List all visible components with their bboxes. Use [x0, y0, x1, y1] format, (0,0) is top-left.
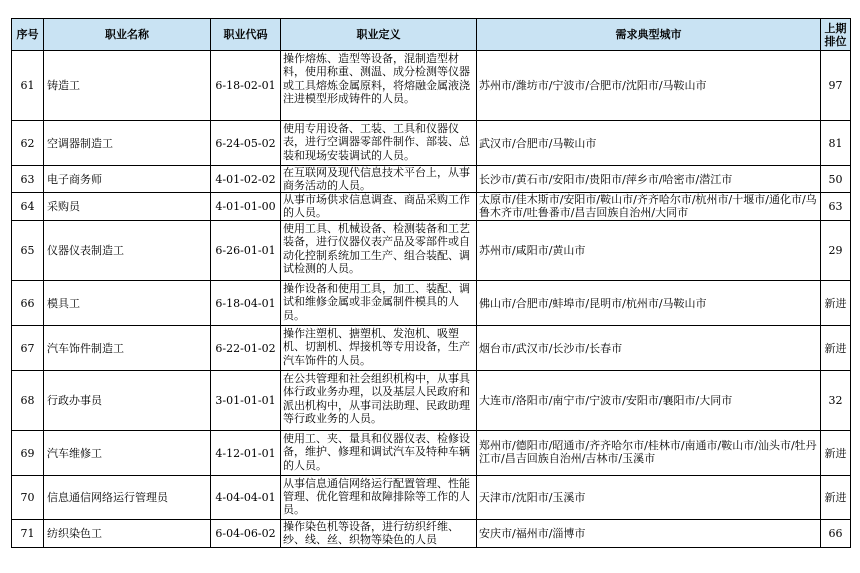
cell-definition-text: 使用工具、机械设备、检测装备和工艺装备，进行仪器仪表产品及零部件或自动化控制系统加工生产、组合装配、调试检测的人员。 [283, 222, 470, 276]
cell-cities: 苏州市/潍坊市/宁波市/合肥市/沈阳市/马鞍山市 [477, 51, 821, 121]
cell-seq: 64 [12, 193, 44, 221]
cell-seq: 70 [12, 476, 44, 520]
cell-definition [281, 121, 477, 166]
cell-name: 空调器制造工 [44, 121, 211, 166]
table-row [12, 121, 851, 166]
cell-name: 汽车饰件制造工 [44, 326, 211, 371]
cell-cities: 安庆市/福州市/淄博市 [477, 520, 821, 548]
table-row [12, 281, 851, 326]
cell-name: 汽车维修工 [44, 431, 211, 476]
cell-code: 6-26-01-01 [211, 221, 281, 281]
cell-definition [281, 476, 477, 520]
cell-definition-text: 操作熔炼、造型等设备，混制造型材料，使用称重、测温、成分检测等仪器或工具熔炼金属原料，将熔融金属液浇注进模型形成铸件的人员。 [283, 52, 470, 106]
cell-seq: 71 [12, 520, 44, 548]
cell-name: 采购员 [44, 193, 211, 221]
cell-name: 信息通信网络运行管理员 [44, 476, 211, 520]
cell-code: 3-01-01-01 [211, 371, 281, 431]
cell-definition-text: 从事信息通信网络运行配置管理、性能管理、优化管理和故障排除等工作的人员。 [283, 476, 470, 517]
cell-definition-text: 使用工、夹、量具和仪器仪表、检修设备，维护、修理和调试汽车及特种车辆的人员。 [283, 432, 470, 472]
cell-name: 铸造工 [44, 51, 211, 121]
table-row [12, 166, 851, 193]
cell-code: 6-18-02-01 [211, 51, 281, 121]
cell-definition [281, 51, 477, 121]
cell-rank: 97 [821, 51, 851, 121]
table-row [12, 193, 851, 221]
cell-cities [477, 431, 821, 476]
cell-definition [281, 431, 477, 476]
header-seq: 序号 [12, 19, 44, 51]
cell-rank: 50 [821, 166, 851, 193]
table-row [12, 520, 851, 548]
cell-definition-text: 操作染色机等设备，进行纺织纤维、纱、线、丝、织物等染色的人员 [283, 520, 459, 547]
cell-name: 行政办事员 [44, 371, 211, 431]
cell-code: 4-01-02-02 [211, 166, 281, 193]
cell-seq: 65 [12, 221, 44, 281]
cell-cities: 烟台市/武汉市/长沙市/长春市 [477, 326, 821, 371]
cell-definition-text: 使用专用设备、工装、工具和仪器仪表，进行空调器零部件制作、部装、总装和现场安装调试的人员。 [283, 122, 470, 162]
cell-definition [281, 371, 477, 431]
cell-cities: 武汉市/合肥市/马鞍山市 [477, 121, 821, 166]
cell-definition-text: 操作注塑机、搪塑机、发泡机、吸塑机、切割机、焊接机等专用设备，生产汽车饰件的人员。 [283, 327, 470, 367]
cell-name: 模具工 [44, 281, 211, 326]
cell-seq: 62 [12, 121, 44, 166]
cell-seq: 63 [12, 166, 44, 193]
cell-rank: 32 [821, 371, 851, 431]
cell-seq: 69 [12, 431, 44, 476]
cell-cities: 佛山市/合肥市/蚌埠市/昆明市/杭州市/马鞍山市 [477, 281, 821, 326]
cell-rank: 新进 [821, 281, 851, 326]
cell-code: 6-04-06-02 [211, 520, 281, 548]
table-row [12, 371, 851, 431]
cell-definition [281, 281, 477, 326]
cell-rank: 新进 [821, 326, 851, 371]
table-row [12, 326, 851, 371]
header-name: 职业名称 [44, 19, 211, 51]
cell-code: 4-01-01-00 [211, 193, 281, 221]
cell-seq: 68 [12, 371, 44, 431]
table-row [12, 51, 851, 121]
cell-code: 6-22-01-02 [211, 326, 281, 371]
header-row [12, 19, 851, 51]
cell-definition [281, 520, 477, 548]
cell-cities [477, 193, 821, 221]
cell-definition [281, 193, 477, 221]
cell-definition-text: 在公共管理和社会组织机构中，从事具体行政业务办理，以及基层人民政府和派出机构中，从事司法助理、民政助理等行政业务的人员。 [283, 372, 470, 426]
cell-rank: 29 [821, 221, 851, 281]
table-row [12, 431, 851, 476]
cell-definition-text: 操作设备和使用工具，加工、装配、调试和维修金属或非金属制件模具的人员。 [283, 282, 470, 322]
cell-cities-text: 太原市/佳木斯市/安阳市/鞍山市/齐齐哈尔市/杭州市/十堰市/通化市/乌鲁木齐市/吐鲁番市/昌吉回族自治州/大同市 [479, 193, 817, 219]
header-rank-line2: 排位 [824, 34, 847, 48]
cell-rank: 新进 [821, 431, 851, 476]
cell-code: 4-04-04-01 [211, 476, 281, 520]
cell-cities-text: 郑州市/德阳市/昭通市/齐齐哈尔市/桂林市/南通市/鞍山市/汕头市/牡丹江市/昌吉回族自治州/吉林市/玉溪市 [479, 439, 817, 465]
cell-seq: 61 [12, 51, 44, 121]
cell-cities: 大连市/洛阳市/南宁市/宁波市/安阳市/襄阳市/大同市 [477, 371, 821, 431]
cell-rank: 63 [821, 193, 851, 221]
cell-cities: 长沙市/黄石市/安阳市/贵阳市/萍乡市/哈密市/潜江市 [477, 166, 821, 193]
header-definition: 职业定义 [281, 19, 477, 51]
cell-rank: 81 [821, 121, 851, 166]
cell-definition [281, 326, 477, 371]
cell-definition [281, 166, 477, 193]
cell-name: 纺织染色工 [44, 520, 211, 548]
cell-definition [281, 221, 477, 281]
cell-definition-text: 在互联网及现代信息技术平台上，从事商务活动的人员。 [283, 166, 470, 192]
header-code: 职业代码 [211, 19, 281, 51]
cell-seq: 67 [12, 326, 44, 371]
header-rank-line1: 上期 [824, 21, 847, 35]
cell-code: 4-12-01-01 [211, 431, 281, 476]
cell-cities: 天津市/沈阳市/玉溪市 [477, 476, 821, 520]
table-row [12, 221, 851, 281]
cell-code: 6-24-05-02 [211, 121, 281, 166]
cell-code: 6-18-04-01 [211, 281, 281, 326]
table-row [12, 476, 851, 520]
cell-cities: 苏州市/咸阳市/黄山市 [477, 221, 821, 281]
cell-name: 电子商务师 [44, 166, 211, 193]
header-cities: 需求典型城市 [477, 19, 821, 51]
cell-seq: 66 [12, 281, 44, 326]
occupation-table [11, 18, 851, 548]
cell-name: 仪器仪表制造工 [44, 221, 211, 281]
cell-rank: 66 [821, 520, 851, 548]
cell-definition-text: 从事市场供求信息调查、商品采购工作的人员。 [283, 193, 470, 220]
header-rank [821, 19, 851, 51]
cell-rank: 新进 [821, 476, 851, 520]
